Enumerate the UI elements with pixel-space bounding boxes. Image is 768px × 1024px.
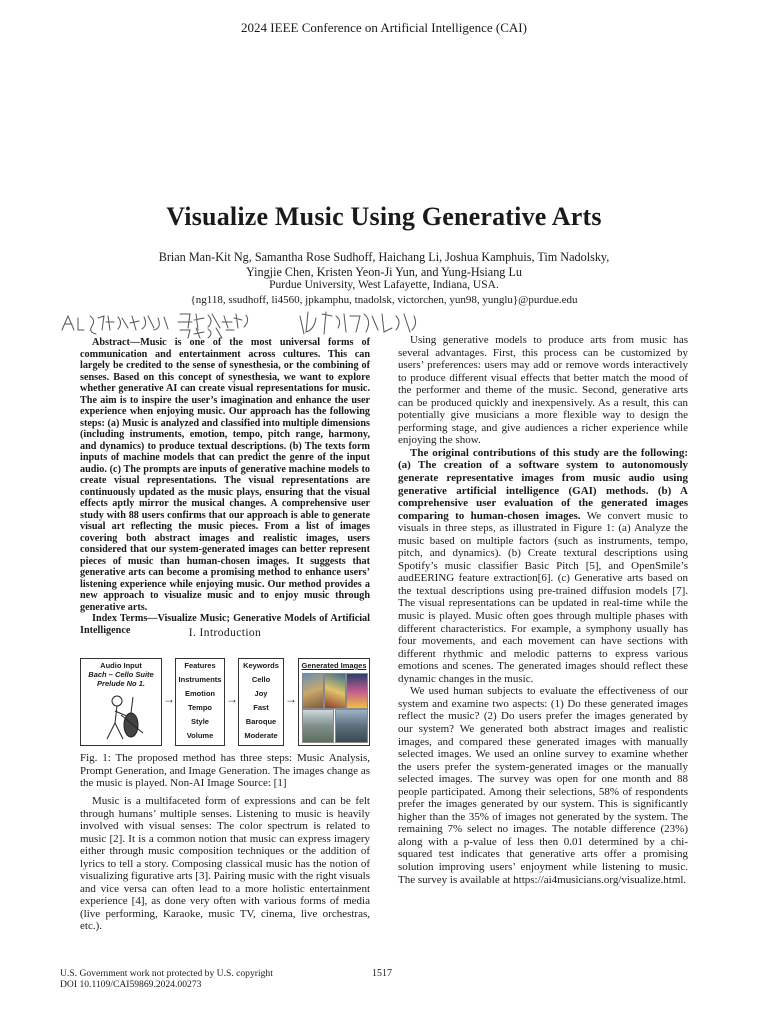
human-chosen-image [302,709,334,743]
right-paragraph-1: Using generative models to produce arts from music has several advantages. First, this process can be customized by users’ preferences: users may add or remove words interactively to produce different visual effects that better match the mood of the performer and theme of the music. Second, generative arts can be produced quickly and inexpensively. As a result, this can potentially give musicians a more flexible way to design the performing stage, and give audiences a richer experience while enjoying the show. [398,334,688,447]
right-column [398,334,688,886]
section-heading-introduction: I. Introduction [188,627,262,639]
generated-images-title: Generated Images [301,661,367,670]
page-number: 1517 [372,968,392,979]
abstract [80,337,370,636]
feature-item: Style [191,717,209,726]
audio-input-prelude: Prelude No 1. [97,679,145,688]
footer-copyright [60,968,273,990]
features-box [175,658,225,746]
keywords-box [238,658,284,746]
affiliation: Purdue University, West Lafayette, Indiana, USA. [269,279,499,291]
generated-images-box [298,658,370,746]
feature-item: Tempo [187,703,213,712]
features-title: Features [184,661,216,670]
keywords-title: Keywords [243,661,279,670]
right-paragraph-3: We used human subjects to evaluate the effectiveness of our system and examine two aspects: (1) Do these generated images reflect the music? (2) Do users prefer the images generated by our system? We generated both abstract images and realistic images, and compared these generated images with manually selected images. We used an online survey to examine whether the users prefer the system-generated images or the manually selected images. The survey was open for one month and 88 people participated. Among their selections, 58% of respondents prefer the images generated by our system. This is significantly higher than the 35% of images not generated by the system. The remaining 7% select no images. The notable difference (23%) along with a p-value of less then 0.01 determined by a chi-squared test indicates that generative arts offer a promising solution improving users’ enjoyment while listening to music. The survey is available at https://ai4musicians.org/visualize.html. [398,685,688,886]
intro-paragraph-1: Music is a multifaceted form of expressions and can be felt through humans’ multiple senses. Listening to music is heavily involved with visual senses: The color spectrum is related to music [2]. It is a common notion that music can express imagery either through music composition techniques or the addition of lyrics to tell a story. Composing classical music has the notion of visualizing figurative arts [3]. Pairing music with the right visuals and vice versa can often lead to a more holistic entertainment experience [4], as done very often with various forms of media (live performing, Karaoke, music TV, cinema, live orchestras, etc.). [80,795,370,933]
right-paragraph-2 [398,447,688,685]
footer-doi: DOI 10.1109/CAI59869.2024.00273 [60,979,202,990]
keyword-item: Fast [253,703,269,712]
human-chosen-image [335,709,368,743]
arrow-right-icon: → [226,692,238,706]
index-terms: Index Terms—Visualize Music; Generative Models of Artificial Intelligence [80,613,370,636]
introduction-paragraph [80,795,370,933]
author-emails: {ng118, ssudhoff, li4560, jpkamphu, tnadolsk, victorchen, yun98, yunglu}@purdue.edu [190,294,578,306]
audio-input-piece: Bach – Cello Suite [88,670,154,679]
author-list [60,250,708,280]
feature-item: Instruments [178,675,222,684]
footer-copyright-line: U.S. Government work not protected by U.S. copyright [60,968,273,979]
keyword-item: Joy [254,689,268,698]
contributions-rest: We convert music to visuals in three steps, as illustrated in Figure 1: (a) Analyze the music based on multiple factors (such as instruments, tempo, pitch, and dynamics). (b) Create textural descriptions using Spotify’s music classifier Basic Pitch [5], and OpenSmile’s audEERING feature extraction[6]. (c) Generative arts based on the textual descriptions using pre-trained diffusion models [7]. The visual representations can be updated in real-time while the music is played. Music often goes through multiple phases with different characteristics. For example, a symphony usually has four movements, and each movement can have sections with different rhythmic and melodic patterns to express various emotions and scenes. The generated images should reflect these dynamic changes in the music. [398,509,688,685]
cellist-icon [95,693,149,743]
abstract-text: Abstract—Music is one of the most universal forms of communication and entertainment across cultures. This can largely be credited to the sense of synesthesia, or the combining of senses. Based on this concept of synesthesia, we want to explore whether generative AI can create visual representations for music. The aim is to inspire the user’s imagination and enhance the user experience when enjoying music. Our approach has the following steps: (a) Music is analyzed and classified into multiple dimensions (including instruments, emotion, tempo, pitch range, harmony, and dynamics) to produce textual descriptions. (b) The texts form inputs of machine models that can predict the genre of the input audio. (c) The prompts are inputs of generative machine models to create visual representations. The visual representations are continuously updated as the music plays, ensuring that the visual effects aptly mirror the musical changes. A comprehensive user study with 88 users confirms that our approach is able to generate visual art reflecting the music pieces. From a list of images covering both abstract images and realistic images, users considered that our system-generated images can better represent pieces of music than human-chosen images. It suggests that generative arts can become a promising method to enhance users’ listening experience while enjoying music. Our method provides a new approach to visualize music and to enjoy music through generative arts. [80,337,370,613]
audio-input-box [80,658,162,746]
arrow-right-icon: → [163,692,175,706]
figure-1 [80,658,370,746]
audio-input-label: Audio Input [100,661,142,670]
keyword-item: Moderate [244,731,278,740]
generated-image-abstract [302,673,324,709]
contributions-bold: The original contributions of this study are the following: (a) The creation of a software system to autonomously generate representative images from music audio using generative artificial intelligence (GAI) methods. (b) A comprehensive user evaluation of the generated images comparing to human-chosen images. [398,446,688,522]
generated-image-colorful [346,673,368,709]
keyword-item: Baroque [245,717,277,726]
authors-line-2: Yingjie Chen, Kristen Yeon-Ji Yun, and Yung-Hsiang Lu [245,265,522,279]
conference-header: 2024 IEEE Conference on Artificial Intelligence (CAI) [241,20,527,35]
feature-item: Emotion [185,689,215,698]
keyword-item: Cello [251,675,271,684]
arrow-right-icon: → [285,692,297,706]
generated-image-cello [324,673,346,709]
figure-caption: Fig. 1: The proposed method has three steps: Music Analysis, Prompt Generation, and Image Generation. The images change as the music is played. Non-AI Image Source: [1] [80,752,370,790]
feature-item: Volume [186,731,214,740]
paper-title: Visualize Music Using Generative Arts [166,202,602,231]
authors-line-1: Brian Man-Kit Ng, Samantha Rose Sudhoff, Haichang Li, Joshua Kamphuis, Tim Nadolsky, [158,250,610,264]
